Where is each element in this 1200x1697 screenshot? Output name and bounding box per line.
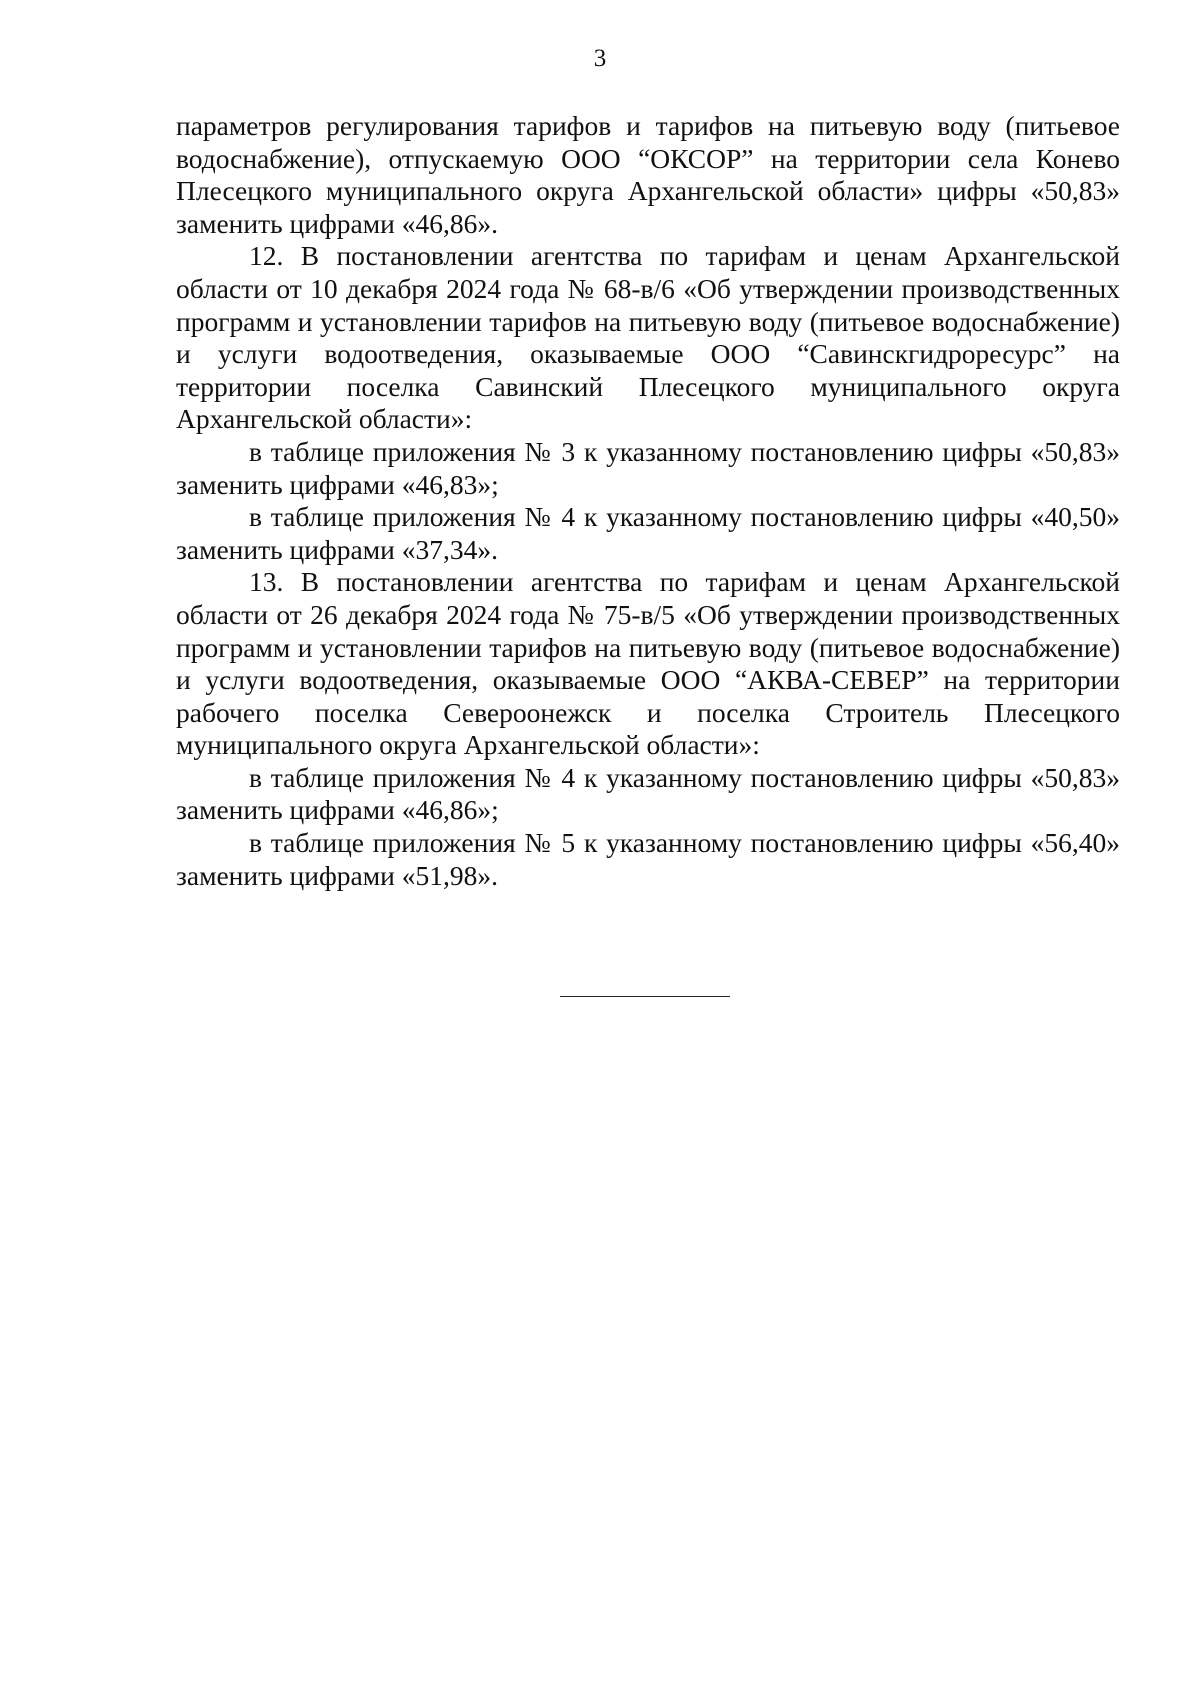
page-number: 3	[593, 45, 607, 72]
paragraph-item-12-appendix-4: в таблице приложения № 4 к указанному постановлению цифры «40,50» заменить цифрами «37,34».	[176, 501, 1120, 565]
paragraph-item-12-appendix-3: в таблице приложения № 3 к указанному постановлению цифры «50,83» заменить цифрами «46,83»;	[176, 435, 1120, 500]
document-body	[176, 110, 1120, 892]
end-of-text-rule	[560, 996, 730, 997]
paragraph-item-13-appendix-4: в таблице приложения № 4 к указанному постановлению цифры «50,83» заменить цифрами «46,86»;	[176, 761, 1120, 826]
paragraph-item-13: 13. В постановлении агентства по тарифам и ценам Архангельской области от 26 декабря 2024 года № 75-в/5 «Об утверждении производственных программ и установлении тарифов на питьевую воду (питьевое водоснабжение) и услуги водоотведения, оказываемые ООО “АКВА-СЕВЕР” на территории рабочего поселка Североонежск и поселка Строитель Плесецкого муниципального округа Архангельской области»:	[176, 566, 1120, 761]
paragraph-item-12: 12. В постановлении агентства по тарифам и ценам Архангельской области от 10 декабря 2024 года № 68-в/6 «Об утверждении производственных программ и установлении тарифов на питьевую воду (питьевое водоснабжение) и услуги водоотведения, оказываемые ООО “Савинскгидроресурс” на территории поселка Савинский Плесецкого муниципального округа Архангельской области»:	[176, 240, 1120, 435]
paragraph-continuation: параметров регулирования тарифов и тарифов на питьевую воду (питьевое водоснабжение), отпускаемую ООО “ОКСОР” на территории села Конево Плесецкого муниципального округа Архангельской области» цифры «50,83» заменить цифрами «46,86».	[176, 110, 1120, 239]
paragraph-item-13-appendix-5: в таблице приложения № 5 к указанному постановлению цифры «56,40» заменить цифрами «51,98».	[176, 827, 1120, 891]
